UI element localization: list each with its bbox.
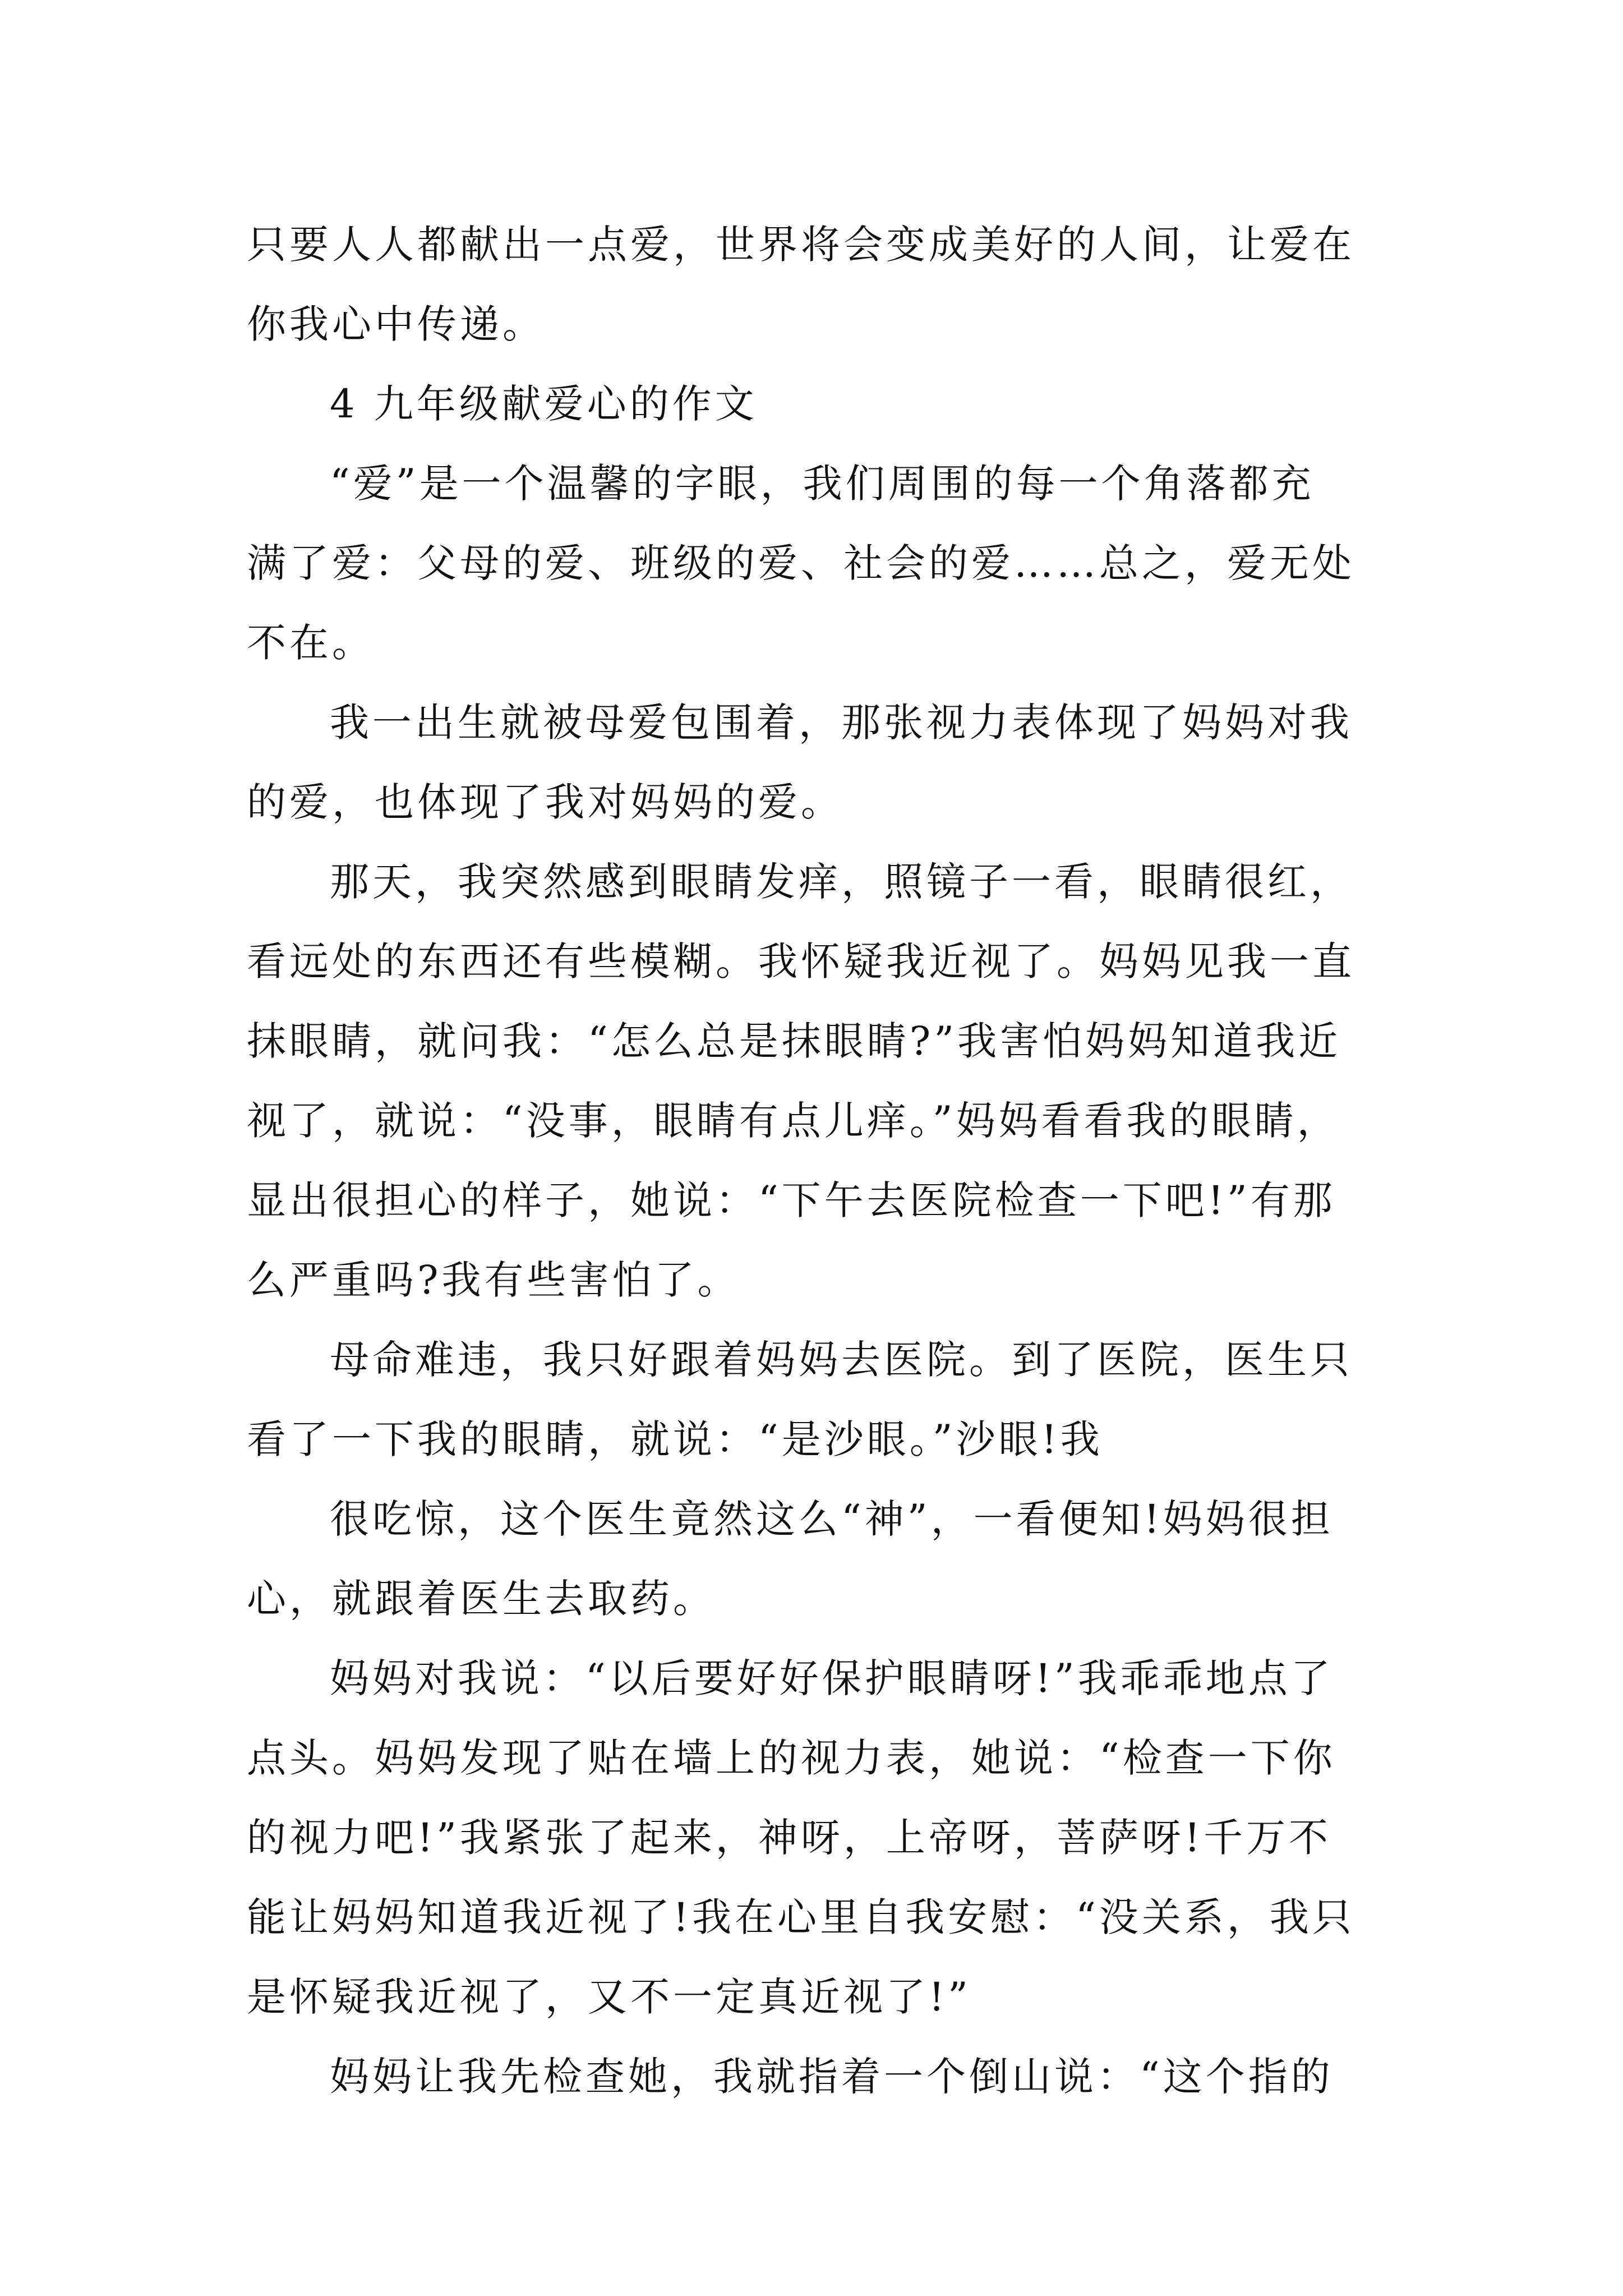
text-line: 那天，我突然感到眼睛发痒，照镜子一看，眼睛很红， xyxy=(330,859,1353,905)
text-line: 点头。妈妈发现了贴在墙上的视力表，她说：“检查一下你 xyxy=(247,1735,1336,1781)
text-line: 很吃惊，这个医生竟然这么“神”，一看便知!妈妈很担 xyxy=(330,1496,1334,1542)
text-line: 的爱，也体现了我对妈妈的爱。 xyxy=(247,779,843,825)
text-line: 妈妈让我先检查她，我就指着一个倒山说：“这个指的 xyxy=(330,2054,1334,2100)
text-line: 的视力吧!”我紧张了起来，神呀，上帝呀，菩萨呀!千万不 xyxy=(247,1815,1332,1861)
text-line: 抹眼睛，就问我：“怎么总是抹眼睛?”我害怕妈妈知道我近 xyxy=(247,1018,1341,1064)
text-line: “爱”是一个温馨的字眼，我们周围的每一个角落都充 xyxy=(330,461,1315,507)
document-body xyxy=(247,205,1385,2116)
text-line: 我一出生就被母爱包围着，那张视力表体现了妈妈对我 xyxy=(330,700,1353,746)
text-line: 不在。 xyxy=(247,620,375,666)
text-line: 么严重吗?我有些害怕了。 xyxy=(247,1257,740,1303)
text-line: 看远处的东西还有些模糊。我怀疑我近视了。妈妈见我一直 xyxy=(247,938,1355,984)
text-line: 心，就跟着医生去取药。 xyxy=(247,1576,716,1622)
text-line: 视了，就说：“没事，眼睛有点儿痒。”妈妈看看我的眼睛， xyxy=(247,1098,1340,1144)
text-line: 你我心中传递。 xyxy=(247,301,545,347)
text-line: 能让妈妈知道我近视了!我在心里自我安慰：“没关系，我只 xyxy=(247,1894,1355,1940)
text-line: 满了爱：父母的爱、班级的爱、社会的爱……总之，爱无处 xyxy=(247,540,1355,586)
text-line: 妈妈对我说：“以后要好好保护眼睛呀!”我乖乖地点了 xyxy=(330,1655,1334,1701)
text-line: 看了一下我的眼睛，就说：“是沙眼。”沙眼!我 xyxy=(247,1416,1103,1462)
section-heading: 4 九年级献爱心的作文 xyxy=(330,381,758,427)
text-line: 是怀疑我近视了，又不一定真近视了!” xyxy=(247,1974,971,2020)
text-line: 只要人人都献出一点爱，世界将会变成美好的人间，让爱在 xyxy=(247,222,1355,268)
text-line: 显出很担心的样子，她说：“下午去医院检查一下吧!”有那 xyxy=(247,1177,1336,1223)
text-line: 母命难违，我只好跟着妈妈去医院。到了医院，医生只 xyxy=(330,1337,1353,1383)
